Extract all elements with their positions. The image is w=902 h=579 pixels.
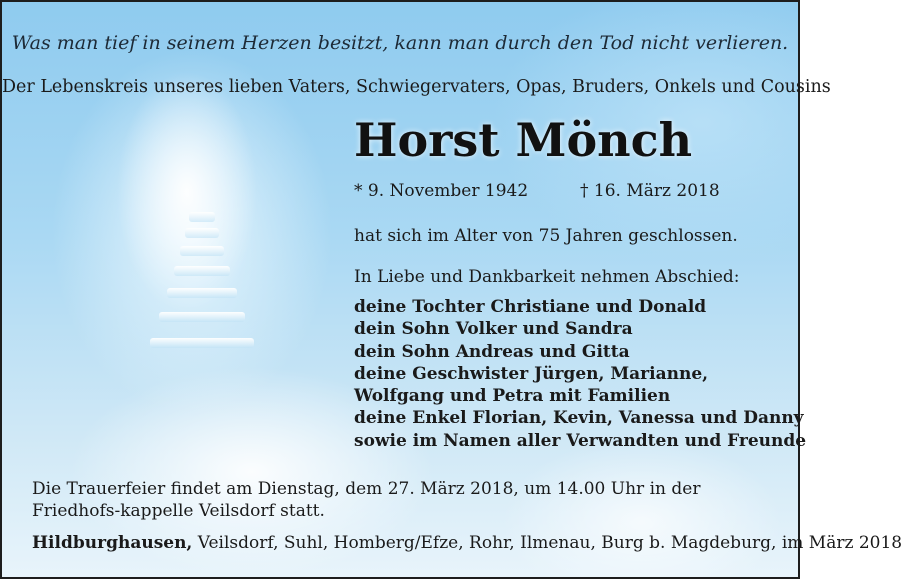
death-date: † 16. März 2018: [580, 181, 720, 201]
mourner-line: deine Geschwister Jürgen, Marianne,: [354, 363, 709, 384]
places-line: [32, 532, 902, 554]
deceased-name: Horst Mönch: [354, 113, 693, 167]
intro-line: Der Lebenskreis unseres lieben Vaters, Schwiegervaters, Opas, Bruders, Onkels und Cousins: [2, 77, 831, 97]
age-line: hat sich im Alter von 75 Jahren geschlossen.: [354, 226, 738, 246]
mourner-line: sowie im Namen aller Verwandten und Freunde: [354, 430, 807, 451]
farewell-line: In Liebe und Dankbarkeit nehmen Abschied:: [354, 267, 740, 287]
motto: Was man tief in seinem Herzen besitzt, kann man durch den Tod nicht verlieren.: [11, 32, 789, 54]
mourner-line: dein Sohn Andreas und Gitta: [354, 341, 630, 362]
mourner-line: deine Tochter Christiane und Donald: [354, 297, 707, 317]
mourners-list: [354, 296, 806, 452]
places-main-town: Hildburghausen,: [32, 533, 193, 553]
mourner-line: Wolfgang und Petra mit Familien: [354, 386, 671, 407]
mourner-line: deine Enkel Florian, Kevin, Vanessa und Danny: [354, 408, 804, 429]
mourner-line: dein Sohn Volker und Sandra: [354, 319, 633, 340]
ceremony-info: Die Trauerfeier findet am Dienstag, dem 27. März 2018, um 14.00 Uhr in der Friedhofs-kappelle Veilsdorf statt.: [32, 479, 701, 521]
places-rest: Veilsdorf, Suhl, Homberg/Efze, Rohr, Ilmenau, Burg b. Magdeburg, im März 2018: [192, 533, 902, 553]
birth-date: * 9. November 1942: [354, 181, 529, 201]
heaven-stairs-image: [142, 212, 262, 362]
